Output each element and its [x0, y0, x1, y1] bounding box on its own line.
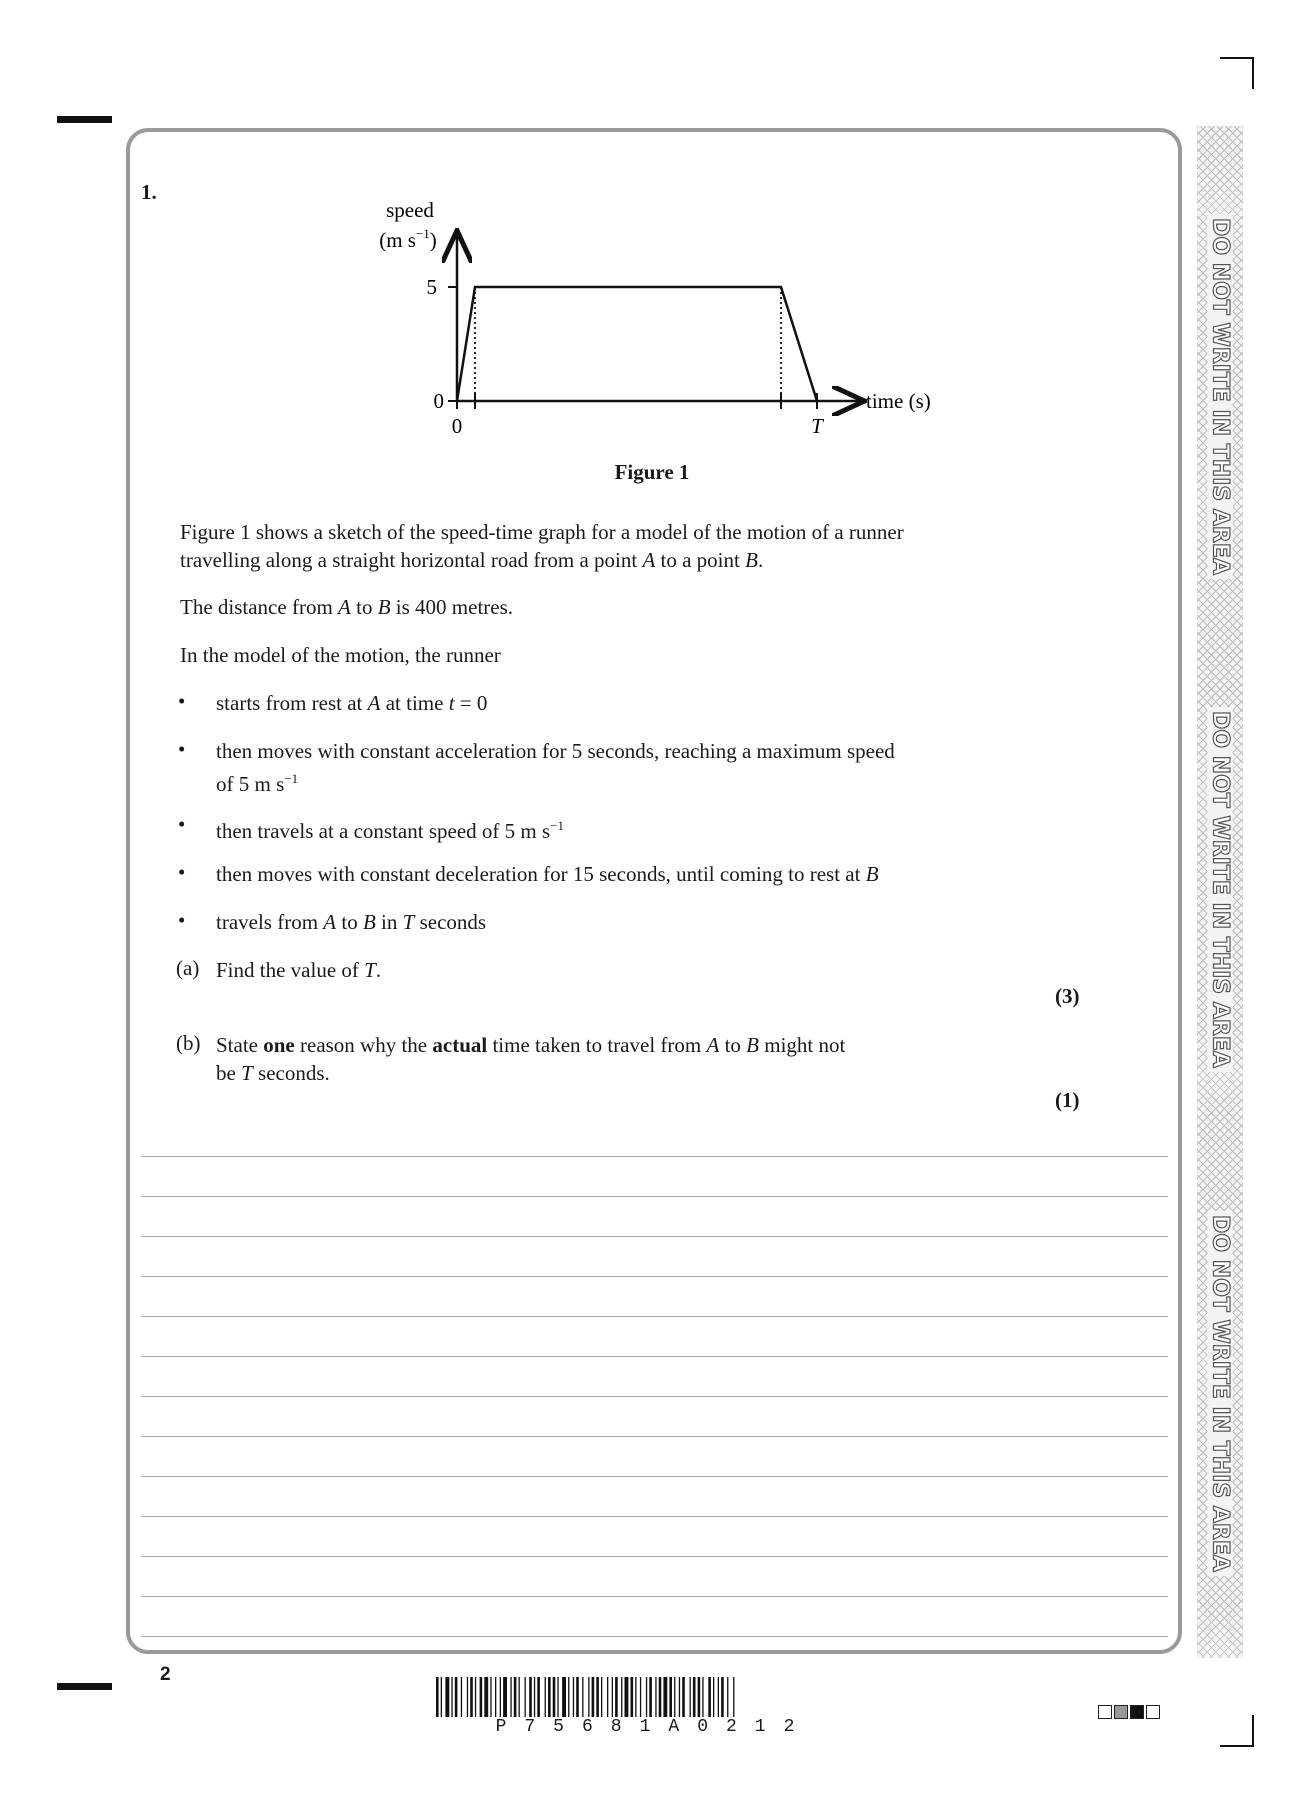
figure-caption: Figure 1	[614, 460, 690, 484]
answer-line[interactable]	[142, 1356, 1168, 1357]
model-intro: In the model of the motion, the runner	[180, 643, 501, 667]
bullet-marker: •	[178, 737, 186, 761]
corner-mark-top-h	[1220, 57, 1254, 59]
part-b-label: (b)	[176, 1031, 201, 1055]
corner-mark-bottom-h	[1220, 1745, 1254, 1747]
part-a-label: (a)	[176, 956, 200, 980]
corner-mark-top-v	[1252, 57, 1254, 89]
answer-line[interactable]	[142, 1636, 1168, 1637]
bullet-5: travels from A to B in T seconds	[216, 910, 487, 934]
x-axis-label: time (s)	[866, 389, 931, 413]
bullet-3: then travels at a constant speed of 5 m $s^{-1}$	[216, 818, 564, 843]
answer-line[interactable]	[142, 1236, 1168, 1237]
answer-line[interactable]	[142, 1556, 1168, 1557]
margin-warning-3: DO NOT WRITE IN THIS AREA	[1208, 1211, 1233, 1576]
page-indicator-box-4	[1146, 1705, 1160, 1719]
margin-warning-1: DO NOT WRITE IN THIS AREA	[1208, 214, 1233, 579]
answer-line[interactable]	[142, 1436, 1168, 1437]
bullet-marker: •	[178, 908, 186, 932]
answer-line[interactable]	[142, 1476, 1168, 1477]
intro-paragraph: Figure 1 shows a sketch of the speed-time graph for a model of the motion of a runner travelling along a straight horizontal road from a point A to a point B.	[180, 520, 904, 572]
y-tick-label-0: 0	[433, 389, 444, 413]
answer-line[interactable]	[142, 1396, 1168, 1397]
page-indicator-box-2	[1114, 1705, 1128, 1719]
y-tick-label-5: 5	[426, 275, 437, 299]
corner-mark-bottom-v	[1252, 1715, 1254, 1747]
bullet-marker: •	[178, 812, 186, 836]
question-number: 1.	[141, 180, 157, 204]
registration-mark-bottom	[57, 1683, 112, 1690]
part-b-marks: (1)	[1055, 1088, 1080, 1112]
answer-line[interactable]	[142, 1316, 1168, 1317]
answer-line[interactable]	[142, 1276, 1168, 1277]
bullet-2: then moves with constant acceleration for 5 seconds, reaching a maximum speed of 5 m $s^{-1}$	[216, 739, 895, 796]
part-a-marks: (3)	[1055, 984, 1080, 1008]
barcode	[436, 1677, 872, 1717]
x-tick-label-0: 0	[451, 414, 463, 438]
speed-curve	[457, 287, 817, 401]
page-indicator-box-3	[1130, 1705, 1144, 1719]
distance-statement: The distance from A to B is 400 metres.	[180, 595, 514, 619]
bullet-1: starts from rest at A at time t = 0	[216, 691, 488, 715]
y-axis-label-line2: (m $s^{-1}$)	[379, 226, 437, 252]
registration-mark-top	[57, 116, 112, 123]
answer-line[interactable]	[142, 1196, 1168, 1197]
bullet-marker: •	[178, 860, 186, 884]
part-a-text: Find the value of T.	[216, 958, 382, 982]
answer-line[interactable]	[142, 1596, 1168, 1597]
page-number: 2	[160, 1664, 171, 1685]
x-tick-label-T: T	[811, 414, 823, 438]
barcode-text: P75681A0212	[495, 1717, 813, 1737]
page-indicator-box-1	[1098, 1705, 1112, 1719]
bullet-4: then moves with constant deceleration for 15 seconds, until coming to rest at B	[216, 862, 879, 886]
bullet-marker: •	[178, 689, 186, 713]
answer-line[interactable]	[142, 1156, 1168, 1157]
answer-line[interactable]	[142, 1516, 1168, 1517]
part-b-text: State one reason why the actual time taken to travel from A to B might not be T seconds.	[216, 1033, 846, 1085]
y-axis-label-line1: speed	[386, 198, 434, 222]
speed-time-graph	[360, 195, 960, 455]
margin-warning-2: DO NOT WRITE IN THIS AREA	[1208, 707, 1233, 1072]
